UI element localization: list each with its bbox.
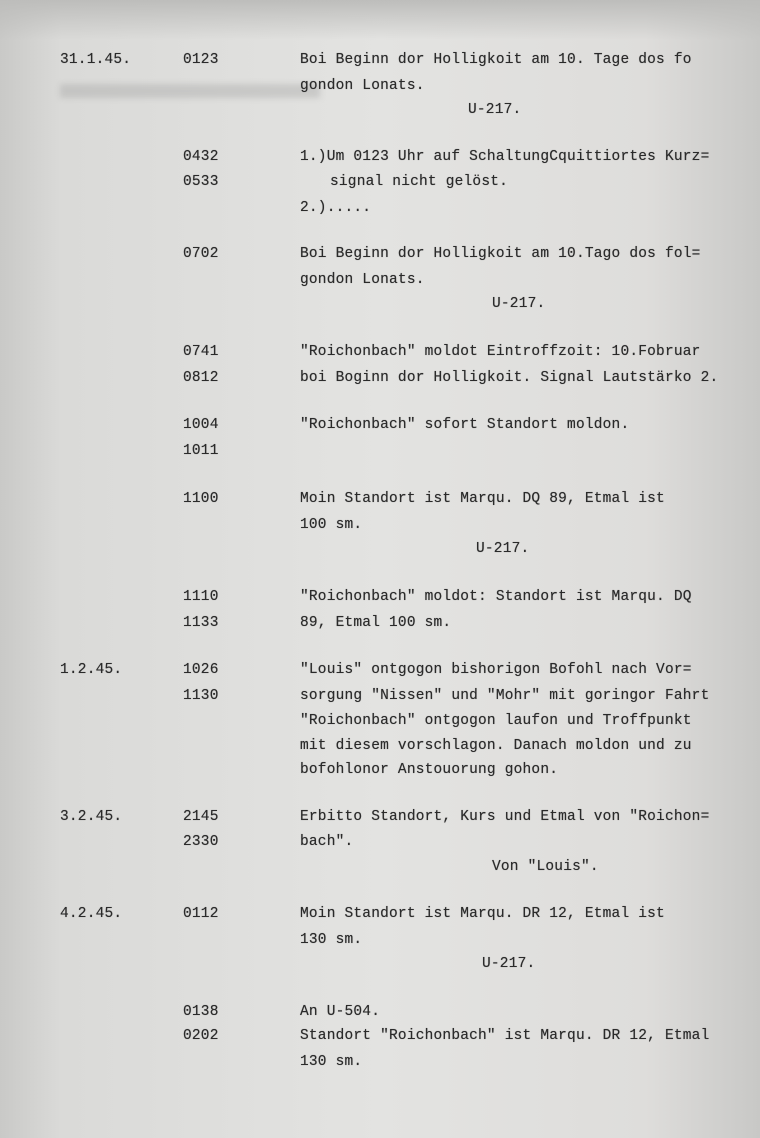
log-time: 1004: [183, 417, 219, 433]
log-line: [0, 658, 760, 682]
log-time: 0112: [183, 906, 219, 922]
log-line: [0, 709, 760, 733]
log-time: 0533: [183, 174, 219, 190]
log-time: 0741: [183, 344, 219, 360]
log-text: bofohlonor Anstouorung gohon.: [300, 762, 559, 778]
log-line: [0, 439, 760, 463]
log-line: [0, 1024, 760, 1048]
log-line: [0, 537, 760, 561]
log-time: 1110: [183, 589, 219, 605]
log-text: bach".: [300, 834, 354, 850]
log-line: [0, 928, 760, 952]
log-text: 2.).....: [300, 200, 372, 216]
log-text: Boi Beginn dor Holligkoit am 10. Tage dos fo: [300, 52, 692, 68]
log-time: 0123: [183, 52, 219, 68]
log-text: Moin Standort ist Marqu. DQ 89, Etmal ist: [300, 491, 665, 507]
log-line: [0, 855, 760, 879]
log-text: "Roichonbach" ontgogon laufon und Troffpunkt: [300, 713, 692, 729]
log-text: sorgung "Nissen" und "Mohr" mit goringor Fahrt: [300, 688, 710, 704]
log-line: [0, 413, 760, 437]
log-line: [0, 684, 760, 708]
log-date: 1.2.45.: [60, 662, 123, 678]
signature: Von "Louis".: [492, 859, 599, 875]
log-date: 3.2.45.: [60, 809, 123, 825]
log-time: 1011: [183, 443, 219, 459]
log-time: 0138: [183, 1004, 219, 1020]
log-text: Standort "Roichonbach" ist Marqu. DR 12, Etmal: [300, 1028, 710, 1044]
log-time: 2145: [183, 809, 219, 825]
log-line: [0, 1000, 760, 1024]
log-text: "Roichonbach" sofort Standort moldon.: [300, 417, 630, 433]
log-text: Moin Standort ist Marqu. DR 12, Etmal ist: [300, 906, 665, 922]
log-time: 0702: [183, 246, 219, 262]
log-line: [0, 170, 760, 194]
log-text: 130 sm.: [300, 1054, 363, 1070]
log-line: [0, 487, 760, 511]
log-line: [0, 611, 760, 635]
log-date: 4.2.45.: [60, 906, 123, 922]
signature: U-217.: [492, 296, 546, 312]
log-text: Erbitto Standort, Kurs und Etmal von "Roichon=: [300, 809, 710, 825]
log-line: [0, 952, 760, 976]
log-text: "Roichonbach" moldot: Standort ist Marqu. DQ: [300, 589, 692, 605]
log-line: [0, 145, 760, 169]
scan-shadow: [0, 0, 760, 40]
signature: U-217.: [468, 102, 522, 118]
log-text: Boi Beginn dor Holligkoit am 10.Tago dos fol=: [300, 246, 701, 262]
log-time: 2330: [183, 834, 219, 850]
log-time: 0432: [183, 149, 219, 165]
log-date: 31.1.45.: [60, 52, 132, 68]
log-text: 130 sm.: [300, 932, 363, 948]
log-line: [0, 48, 760, 72]
log-line: [0, 734, 760, 758]
log-text: An U-504.: [300, 1004, 381, 1020]
log-time: 1130: [183, 688, 219, 704]
log-time: 1100: [183, 491, 219, 507]
log-text: boi Boginn dor Holligkoit. Signal Lautstärko 2.: [300, 370, 719, 386]
log-line: [0, 366, 760, 390]
log-text: "Louis" ontgogon bishorigon Bofohl nach Vor=: [300, 662, 692, 678]
log-text: 89, Etmal 100 sm.: [300, 615, 452, 631]
log-line: [0, 268, 760, 292]
log-line: [0, 340, 760, 364]
log-time: 1133: [183, 615, 219, 631]
log-line: [0, 758, 760, 782]
log-time: 0202: [183, 1028, 219, 1044]
log-text: signal nicht gelöst.: [330, 174, 509, 190]
log-line: [0, 74, 760, 98]
log-text: gondon Lonats.: [300, 78, 425, 94]
signature: U-217.: [476, 541, 530, 557]
log-line: [0, 513, 760, 537]
log-line: [0, 242, 760, 266]
log-time: 1026: [183, 662, 219, 678]
log-time: 0812: [183, 370, 219, 386]
log-line: [0, 196, 760, 220]
log-text: "Roichonbach" moldot Eintroffzoit: 10.Fobruar: [300, 344, 701, 360]
log-line: [0, 902, 760, 926]
log-line: [0, 805, 760, 829]
log-text: 100 sm.: [300, 517, 363, 533]
log-line: [0, 585, 760, 609]
log-line: [0, 830, 760, 854]
log-text: 1.)Um 0123 Uhr auf SchaltungCquittiortes Kurz=: [300, 149, 710, 165]
log-line: [0, 98, 760, 122]
log-line: [0, 292, 760, 316]
log-line: [0, 1050, 760, 1074]
log-text: mit diesem vorschlagon. Danach moldon und zu: [300, 738, 692, 754]
log-text: gondon Lonats.: [300, 272, 425, 288]
signature: U-217.: [482, 956, 536, 972]
